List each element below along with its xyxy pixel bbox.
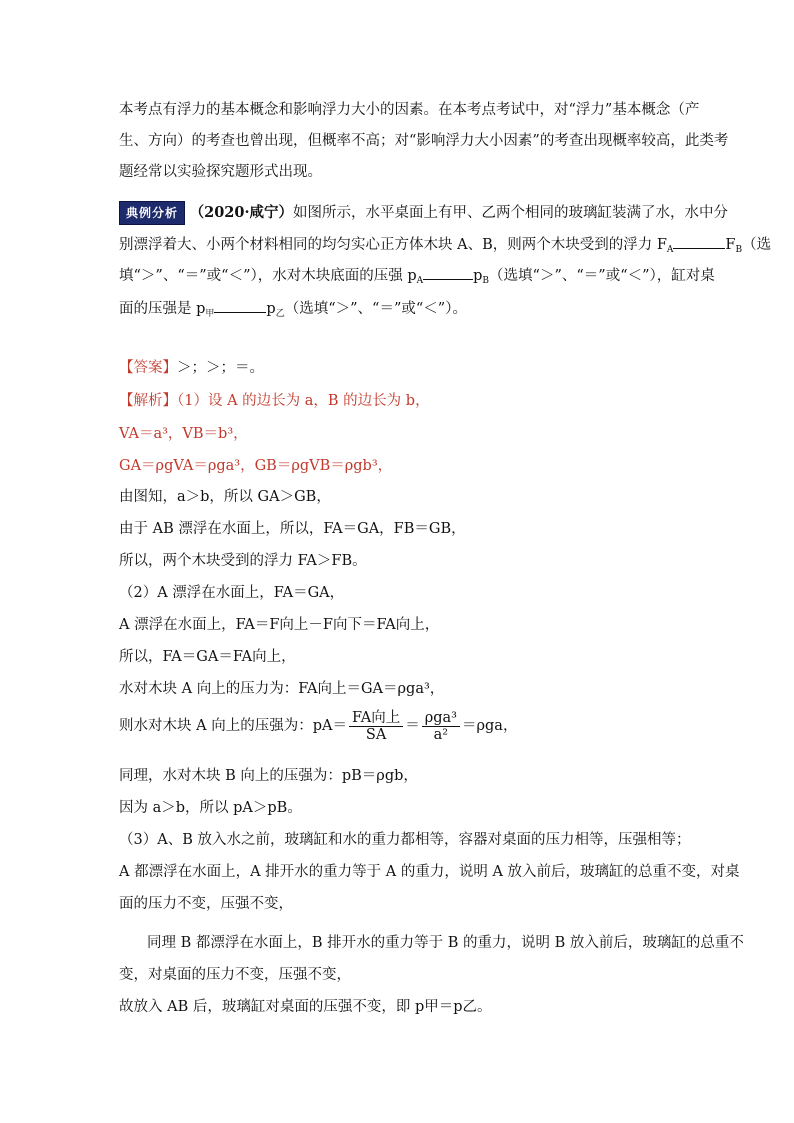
intro-line-1: 本考点有浮力的基本概念和影响浮力大小的因素。在本考点考试中，对“浮力”基本概念（产 [119, 102, 700, 118]
analysis-line-14: （3）A、B 放入水之前，玻璃缸和水的重力都相等，容器对桌面的压力相等，压强相等； [119, 832, 691, 848]
example-text-1: 如图所示，水平桌面上有甲、乙两个相同的玻璃缸装满了水，水中分 [293, 205, 729, 221]
fraction-2-den: a² [433, 726, 449, 743]
example-text-3a: 填“＞”、“＝”或“＜”），水对木块底面的压强 p [119, 268, 417, 284]
formula-prefix: 则水对木块 A 向上的压强为：pA＝ [119, 718, 347, 734]
fraction-1-den: SA [365, 726, 387, 743]
sub-b: B [735, 245, 743, 255]
analysis-line-6: 所以，两个木块受到的浮力 FA＞FB。 [119, 553, 367, 569]
example-line-4 [119, 298, 467, 321]
sub-a: A [416, 276, 424, 286]
analysis-line-17: 同理 B 都漂浮在水面上，B 排开水的重力等于 B 的重力，说明 B 放入前后，玻璃缸的总重不 [147, 935, 744, 951]
answer-blank-3[interactable] [214, 298, 266, 313]
p-symbol: p [266, 301, 276, 317]
example-text-2b: （选 [742, 237, 772, 253]
analysis-line-8: A 漂浮在水面上，FA＝F向上－F向下＝FA向上， [119, 617, 440, 633]
answer-label: 【答案】 [119, 360, 177, 376]
analysis-line-7: （2）A 漂浮在水面上，FA＝GA， [119, 585, 345, 601]
answer-line [119, 358, 264, 378]
analysis-line-11: 则水对木块 A 向上的压强为：pA＝ $\frac{\text{FA向上}}{SA}$ ＝ $\frac{\text{ρga³}}{\text{a²}}$ ＝ρga， [119, 709, 518, 743]
intro-line-3: 题经常以实验探究题形式出现。 [119, 164, 322, 180]
example-text-3b: （选填“＞”、“＝”或“＜”），缸对桌 [489, 268, 715, 284]
formula-suffix: ＝ρga， [462, 718, 518, 734]
fraction-2 [422, 710, 460, 743]
example-line-3: 填“＞”、“＝”或“＜”），水对木块底面的压强 $p_A$ $p_B$（选填“＞”、“＝”或“＜”），缸对桌 [119, 265, 715, 288]
analysis-line-2: VA＝a³，VB＝b³， [119, 426, 248, 442]
analysis-line-19: 故放入 AB 后，玻璃缸对桌面的压强不变，即 p甲＝p乙。 [119, 999, 492, 1015]
example-text-4b: （选填“＞”、“＝”或“＜”）。 [284, 301, 467, 317]
analysis-line-15: A 都漂浮在水面上，A 排开水的重力等于 A 的重力，说明 A 放入前后，玻璃缸的总重不变，对桌 [119, 864, 740, 880]
analysis-line-4: 由图知，a＞b，所以 GA＞GB， [119, 489, 331, 505]
analysis-line-3: GA＝ρgVA＝ρga³，GB＝ρgVB＝ρgb³， [119, 458, 393, 474]
analysis-line-18: 变，对桌面的压力不变，压强不变， [119, 967, 351, 983]
example-line-2: 别漂浮着大、小两个材料相同的均匀实心正方体木块 A、B，则两个木块受到的浮力 $F_A$ $F_B$（选 [119, 234, 771, 257]
example-text-4a: 面的压强是 p [119, 301, 206, 317]
analysis-line-13: 因为 a＞b，所以 pA＞pB。 [119, 800, 302, 816]
analysis-line-9: 所以，FA＝GA＝FA向上， [119, 649, 296, 665]
fraction-2-num: ρga³ [422, 710, 460, 727]
analysis-text-1: （1）设 A 的边长为 a，B 的边长为 b， [177, 393, 430, 409]
analysis-label: 【解析】 [119, 393, 177, 409]
sub-yi: 乙 [275, 309, 285, 319]
example-line-1 [119, 201, 728, 225]
intro-line-2: 生、方向）的考查也曾出现，但概率不高；对“影响浮力大小因素”的考查出现概率较高，此类考 [119, 133, 729, 149]
answer-blank-1[interactable] [673, 234, 725, 249]
analysis-line-5: 由于 AB 漂浮在水面上，所以，FA＝GA，FB＝GB， [119, 521, 466, 537]
fraction-1 [349, 710, 403, 743]
example-badge: 典例分析 [119, 201, 185, 225]
analysis-line-12: 同理，水对木块 B 向上的压强为：pB＝ρgb， [119, 768, 418, 784]
sub-jia: 甲 [205, 309, 215, 319]
analysis-line-16: 面的压力不变，压强不变， [119, 896, 293, 912]
fraction-1-num: FA向上 [349, 710, 403, 727]
sub-a: A [666, 245, 674, 255]
sub-b: B [482, 276, 490, 286]
answer-blank-2[interactable] [423, 265, 473, 280]
analysis-line-10: 水对木块 A 向上的压力为：FA向上＝GA＝ρga³， [119, 681, 445, 697]
example-text-2a: 别漂浮着大、小两个材料相同的均匀实心正方体木块 A、B，则两个木块受到的浮力 F [119, 237, 667, 253]
example-source: （2020·咸宁） [189, 204, 294, 221]
answer-text: ＞；＞；＝。 [177, 360, 264, 376]
analysis-line-1 [119, 391, 430, 411]
